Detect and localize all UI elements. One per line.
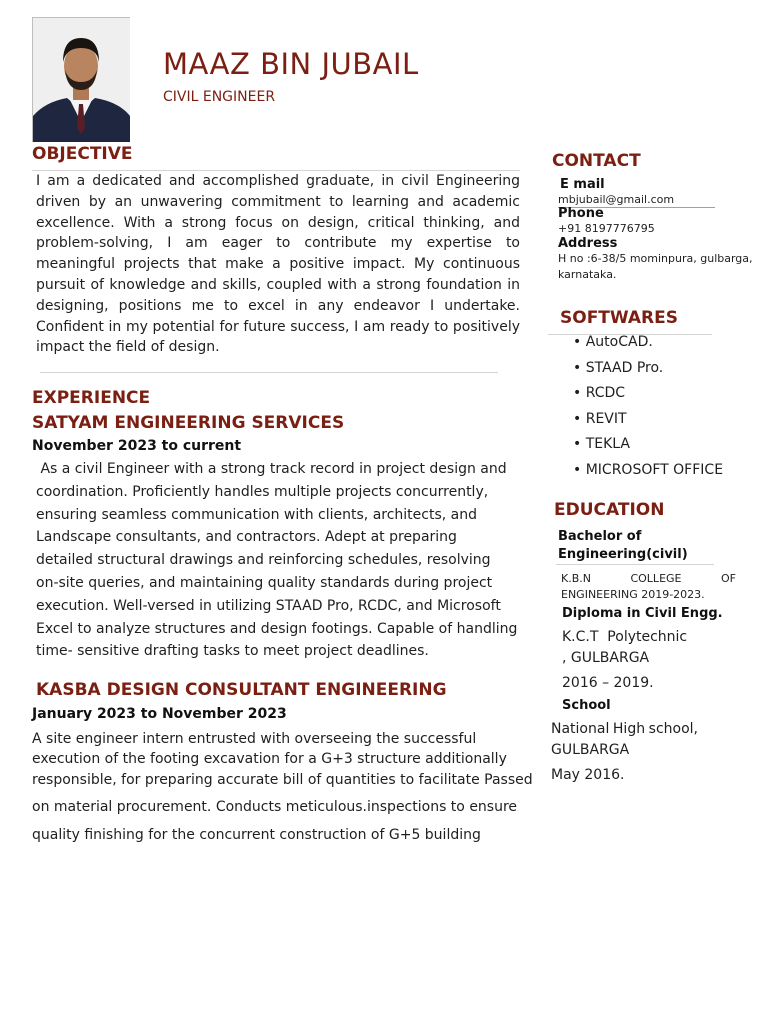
software-name: TEKLA [585,436,630,453]
description-line: on material procurement. Conducts meticulous.inspections to ensure [32,799,518,815]
software-name: RCDC [585,385,626,402]
company-name-kasba: KASBA DESIGN CONSULTANT ENGINEERING [36,680,447,700]
bachelor-college-years: ENGINEERING 2019-2023. [561,588,705,601]
phone-label: Phone [558,206,604,221]
profile-photo [32,17,130,142]
diploma-degree: Diploma in Civil Engg. [562,606,723,621]
degree-line: Bachelor of [558,529,642,544]
school-city: GULBARGA [551,742,630,758]
software-name: AutoCAD. [585,334,653,350]
school-word: school, [648,721,698,737]
school-label: School [562,698,611,713]
address-line: karnataka. [558,268,617,281]
software-name: REVIT [585,410,627,427]
email-value[interactable]: mbjubail@gmail.com [558,193,675,206]
description-line: Excel to analyze structures and design footings. Capable of handling [36,620,518,637]
software-item: • MICROSOFT OFFICE [573,461,724,478]
address-label: Address [558,236,618,251]
software-name: MICROSOFT OFFICE [585,461,724,478]
description-line: ensuring seamless communication with clients, architects, and [36,506,477,523]
bachelor-college-line [561,572,736,585]
software-name: STAAD Pro. [585,359,664,376]
bachelor-divider [556,564,714,565]
bachelor-degree [558,528,688,564]
degree-line: Engineering(civil) [558,547,688,562]
objective-text: I am a dedicated and accomplished graduate, in civil Engineering driven by an unwavering commitment to learning and academic excellence. With a strong focus on design, critical thinking, and problem-solving, I am eager to contribute my expertise to meaningful projects that make a positive impact. My continuous pursuit of knowledge and skills, coupled with a strong foundation in designing, positions me to excel in any endeavor I undertake. Confident in my potential for future success, I am ready to positively impact the field of design. [36,173,520,356]
software-item: • AutoCAD. [573,334,653,350]
description-line: on-site queries, and maintaining quality standards during project [36,574,493,591]
job-title: CIVIL ENGINEER [163,89,276,105]
description-line: execution. Well-versed in utilizing STAAD Pro, RCDC, and Microsoft [36,597,501,614]
email-label: E mail [560,177,605,192]
description-line: As a civil Engineer with a strong track record in project design and [36,461,507,477]
software-list [573,330,723,484]
college-word: K.B.N [561,572,591,585]
objective-heading: OBJECTIVE [32,144,133,164]
description-line: responsible, for preparing accurate bill of quantities to facilitate Passed [32,772,533,788]
description-line: quality finishing for the concurrent construction of G+5 building [32,827,481,843]
software-item: • TEKLA [573,436,630,453]
college-word: COLLEGE [630,572,682,585]
diploma-years: 2016 – 2019. [562,675,654,691]
job-dates-kasba: January 2023 to November 2023 [32,706,287,722]
school-year: May 2016. [551,767,625,783]
diploma-city: , GULBARGA [562,650,650,666]
education-heading: EDUCATION [554,500,665,520]
job-dates-satyam: November 2023 to current [32,438,242,454]
phone-value: +91 8197776795 [558,222,655,235]
software-item: • STAAD Pro. [573,359,664,376]
description-line: A site engineer intern entrusted with overseeing the successful [32,731,477,747]
candidate-name: MAAZ BIN JUBAIL [163,47,419,81]
description-line: Landscape consultants, and contractors. Adept at preparing [36,529,457,546]
software-item: • RCDC [573,385,626,402]
school-word: High [612,721,646,737]
section-divider [40,372,498,373]
contact-heading: CONTACT [552,151,641,171]
description-line: coordination. Proficiently handles multiple projects concurrently, [36,483,489,500]
diploma-institute: K.C.T Polytechnic [562,629,688,645]
company-name-satyam: SATYAM ENGINEERING SERVICES [32,413,345,433]
description-line: time- sensitive drafting tasks to meet project deadlines. [36,643,429,660]
experience-heading: EXPERIENCE [32,388,151,408]
softwares-heading: SOFTWARES [560,308,678,328]
college-word: OF [720,572,736,585]
software-item: • REVIT [573,410,627,427]
job-description-satyam [36,458,516,663]
description-line: execution of the footing excavation for a G+3 structure additionally [32,751,507,767]
person-portrait-icon [33,18,130,142]
school-word: National [551,721,610,737]
description-line: detailed structural drawings and reinforcing schedules, resolving [36,552,491,569]
school-name-line [551,719,698,740]
address-line: H no :6-38/5 mominpura, gulbarga, [558,252,753,265]
